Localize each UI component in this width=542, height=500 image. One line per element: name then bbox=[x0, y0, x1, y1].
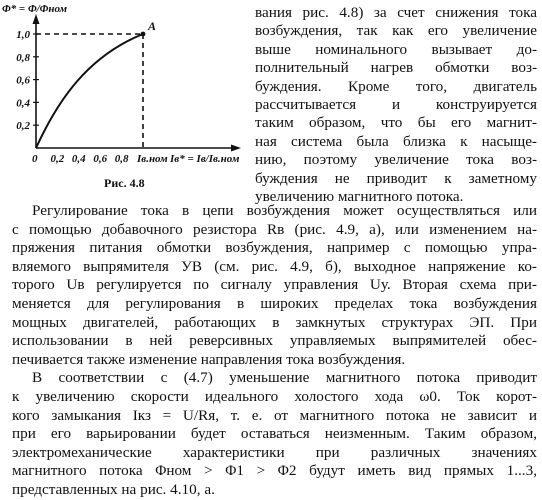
text-line: кого замыкания Iкз = U/Rя, т. е. от магнитного потока не зависит и bbox=[12, 406, 537, 424]
text-line: мощных двигателей, работающих в замкнутых структурах ЭП. При bbox=[12, 313, 537, 331]
right-column-text bbox=[255, 4, 537, 206]
text-line: вания рис. 4.8) за счет снижения тока bbox=[255, 4, 537, 21]
y-tick-label: 1,0 bbox=[16, 29, 30, 41]
text-line: Регулирование тока в цепи возбуждения может осуществляться или bbox=[32, 202, 537, 219]
text-line: В соответствии с (4.7) уменьшение магнитного потока приводит bbox=[32, 369, 537, 387]
point-a-label: A bbox=[148, 19, 157, 33]
text-line: выше номинального вызывает до- bbox=[255, 40, 537, 58]
y-tick-label: 0,8 bbox=[16, 51, 30, 64]
y-tick-label: 0,6 bbox=[16, 74, 30, 87]
text-line: рассчитывается и конструируется bbox=[255, 95, 537, 113]
y-tick-label: 0,2 bbox=[16, 120, 30, 133]
magnetization-curve bbox=[36, 34, 143, 148]
text-line: вляемого выпрямителя УВ (см. рис. 4.9, б), выходное напряжение ко- bbox=[12, 257, 537, 275]
x-tick-label: 0,4 bbox=[71, 153, 86, 165]
text-line: представленных на рис. 4.10, а. bbox=[12, 480, 215, 498]
x-tick-label: 0 bbox=[32, 153, 38, 165]
point-a-marker bbox=[141, 32, 146, 37]
text-line: меняется для регулирования в широких пределах тока возбуждения bbox=[12, 294, 537, 312]
magnetization-curve-chart bbox=[0, 0, 250, 175]
text-line: таким образом, что бы его магнит- bbox=[255, 114, 537, 132]
y-axis-label: Φ* = Φ/Φном bbox=[2, 3, 68, 15]
text-line: при его варьировании будет оставаться неизменным. Таким образом, bbox=[12, 425, 537, 443]
x-axis-arrow bbox=[231, 145, 241, 152]
body-text bbox=[12, 202, 537, 500]
x-tick-label: 0,2 bbox=[50, 153, 65, 165]
text-line: буждения. Кроме того, двигатель bbox=[255, 77, 537, 95]
y-tick-label: 0,4 bbox=[16, 97, 30, 110]
text-line: использовании в ней реверсивных управляемых выпрямителей обес- bbox=[12, 332, 537, 350]
figure-4-8 bbox=[0, 0, 240, 200]
x-tick-label: Iв.ном bbox=[137, 153, 168, 165]
text-line: к увеличению скорости идеального холостого хода ω0. Ток корот- bbox=[12, 387, 537, 405]
x-tick-label: 0,8 bbox=[114, 153, 129, 165]
text-line: с помощью добавочного резистора Rв (рис. 4.9, а), или изменением на- bbox=[12, 220, 537, 238]
figure-caption: Рис. 4.8 bbox=[104, 176, 145, 190]
text-line: пряжения питания обмотки возбуждения, например с помощью упра- bbox=[12, 239, 537, 257]
text-line: электромеханические характеристики при различных значениях bbox=[12, 443, 537, 461]
text-line: увеличению магнитного потока. bbox=[255, 187, 464, 205]
text-line: магнитного потока Φном > Φ1 > Φ2 будут иметь вид прямых 1...3, bbox=[12, 462, 537, 480]
x-ticks bbox=[32, 153, 168, 165]
text-line: буждения не приводит к заметному bbox=[255, 169, 537, 187]
text-line: возбуждения, так как его увеличение bbox=[255, 22, 537, 40]
text-line: полнительный нагрев обмотки воз- bbox=[255, 59, 537, 77]
x-axis-label: Iв* = Iв/Iв.ном bbox=[170, 153, 240, 165]
text-line: нию, поэтому увеличение тока воз- bbox=[255, 151, 537, 169]
y-axis-arrow bbox=[33, 14, 40, 24]
text-line: печивается также изменение направления тока возбуждения. bbox=[12, 350, 406, 368]
text-line: торого Uв регулируется по сигналу управления Uу. Вторая схема при- bbox=[12, 276, 537, 294]
x-tick-label: 0,6 bbox=[93, 153, 108, 165]
text-line: ная система была близка к насыще- bbox=[255, 132, 537, 150]
